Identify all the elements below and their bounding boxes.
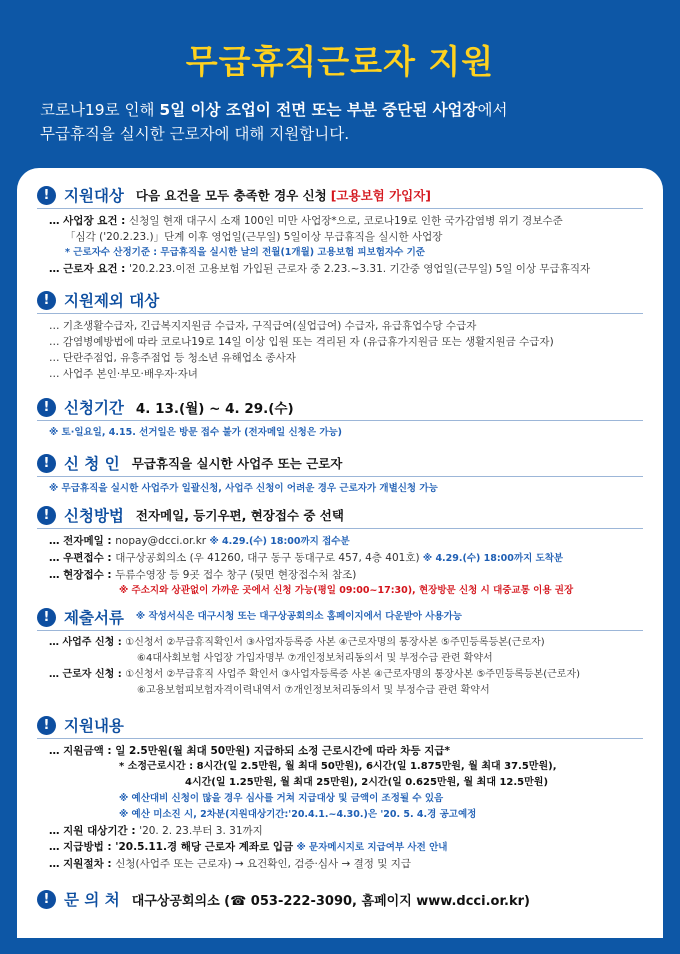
contact-info: 대구상공회의소 (☎ 053-222-3090, 홈페이지 www.dcci.or.kr) [131, 893, 530, 909]
intro-line2: 무급휴직을 실시한 근로자에 대해 지원합니다. [40, 125, 350, 143]
section-desc: 전자메일, 등기우편, 현장접수 중 선택 [135, 508, 344, 523]
period-text: '20. 2. 23.부터 3. 31까지 [139, 825, 263, 837]
label: … 사업주 신청 : [49, 637, 126, 648]
section-target-header [37, 182, 643, 209]
site-note: ※ 주소지와 상관없이 가까운 곳에서 신청 가능(평일 09:00~17:30), 현장방문 신청 시 대중교통 이용 권장 [119, 585, 574, 596]
section-contact [37, 886, 643, 912]
section-desc: 무급휴직을 실시한 사업주 또는 근로자 [131, 456, 343, 471]
site-method [37, 567, 643, 583]
exclamation-icon: ! [37, 186, 56, 205]
intro-line1-pre: 코로나19로 인해 [40, 101, 160, 119]
section-target [37, 182, 643, 277]
intro-line1-bold: 5일 이상 조업이 전면 또는 부분 중단된 사업장 [159, 101, 478, 119]
section-desc: 4. 13.(월) ~ 4. 29.(수) [135, 401, 294, 417]
label: … 지원절차 : [49, 858, 116, 870]
section-period-header [37, 394, 643, 421]
exclamation-icon: ! [37, 716, 56, 735]
label: … 근로자 신청 : [49, 669, 126, 680]
exclamation-icon: ! [37, 454, 56, 473]
payment-method [37, 839, 643, 856]
support-procedure [37, 856, 643, 872]
section-content [37, 712, 643, 872]
applicant-note: ※ 무급휴직을 실시한 사업주가 일괄신청, 사업주 신청이 어려운 경우 근로자가 개별신청 가능 [49, 483, 438, 494]
section-content-header [37, 712, 643, 739]
post-address: 대구상공회의소 (우 41260, 대구 동구 동대구로 457, 4층 401호) [115, 552, 420, 564]
email-address: nopay@dcci.or.kr [115, 535, 207, 547]
worker-docs [37, 667, 643, 683]
list-item: … 사업주 본인·부모·배우자·자녀 [49, 368, 198, 380]
section-applicant [37, 450, 643, 497]
section-applicant-header [37, 450, 643, 477]
section-period [37, 394, 643, 441]
hours-line2: 4시간(일 1.25만원, 월 최대 25만원), 2시간(일 0.625만원, 월 최대 12.5만원) [185, 777, 549, 788]
label: … 지원금액 : [49, 745, 116, 757]
header-banner [0, 0, 680, 168]
section-docs-header [37, 604, 643, 631]
exclamation-icon: ! [37, 608, 56, 627]
label: … 현장접수 : [49, 569, 116, 581]
docs-note: ※ 작성서식은 대구시청 또는 대구상공회의소 홈페이지에서 다운받아 사용가능 [135, 611, 462, 622]
section-title: 문 의 처 [64, 891, 120, 909]
label: … 지원 대상기간 : [49, 825, 140, 837]
site-text: 두류수영장 등 9곳 접수 창구 (뒷면 현장접수처 참조) [115, 569, 357, 581]
text: ①신청서 ②무급휴직 사업주 확인서 ③사업자등록증 사본 ④근로자명의 통장사본 ⑤주민등록등본(근로자) [125, 669, 581, 680]
workplace-requirement [37, 213, 643, 229]
list-item: … 감염병예방법에 따라 코로나19로 14일 이상 입원 또는 격리된 자 (유급휴가지원금 또는 생활지원금 수급자) [49, 336, 554, 348]
payment-text: '20.5.11.경 해당 근로자 계좌로 입금 [115, 841, 294, 853]
worker-docs-cont: ⑥고용보험피보험자격이력내역서 ⑦개인정보처리동의서 및 부정수급 관련 확약서 [137, 685, 490, 696]
intro-line1-post: 에서 [477, 101, 508, 119]
text: 신청일 현재 대구시 소재 100인 미만 사업장*으로, 코로나19로 인한 국가감염병 위기 경보수준 [129, 215, 563, 227]
section-method [37, 502, 643, 599]
exclamation-icon: ! [37, 398, 56, 417]
employer-docs-cont: ⑥4대사회보험 사업장 가입자명부 ⑦개인정보처리동의서 및 부정수급 관련 확약서 [137, 653, 493, 664]
label: … 전자메일 : [49, 535, 116, 547]
workplace-requirement-cont: 「심각 ('20.2.23.)」단계 이후 영업일(근무일) 5일이상 무급휴직을 실시한 사업장 [65, 231, 443, 243]
insurance-badge: [고용보험 가입자] [330, 188, 432, 203]
label: … 근로자 요건 : [49, 263, 130, 275]
section-title: 지원대상 [64, 187, 124, 205]
email-deadline-note: ※ 4.29.(수) 18:00까지 접수분 [209, 536, 350, 547]
text: ①신청서 ②무급휴직확인서 ③사업자등록증 사본 ④근로자명의 통장사본 ⑤주민등록등본(근로자) [125, 637, 545, 648]
post-deadline-note: ※ 4.29.(수) 18:00까지 도착분 [422, 553, 564, 564]
section-contact-header [37, 886, 643, 912]
payment-note: ※ 문자메시지로 지급여부 사전 안내 [296, 842, 448, 853]
list-item: … 단란주점업, 유흥주점업 등 청소년 유해업소 종사자 [49, 352, 296, 364]
period-note: ※ 토·일요일, 4.15. 선거일은 방문 접수 불가 (전자메일 신청은 가능) [49, 427, 343, 438]
section-title: 신청기간 [64, 399, 124, 417]
list-item: … 기초생활수급자, 긴급복지지원금 수급자, 구직급여(실업급여) 수급자, 유급휴업수당 수급자 [49, 320, 477, 332]
section-title: 지원제외 대상 [64, 292, 160, 310]
hours-line1: * 소정근로시간 : 8시간(일 2.5만원, 월 최대 50만원), 6시간(일 1.875만원, 월 최대 37.5만원), [119, 761, 557, 772]
worker-count-note: * 근로자수 산정기준 : 무급휴직을 실시한 날의 전월(1개월) 고용보험 피보험자수 기준 [65, 247, 425, 258]
section-title: 신청방법 [64, 507, 124, 525]
page-title: 무급휴직근로자 지원 [185, 42, 495, 81]
section-title: 지원내용 [64, 717, 124, 735]
procedure-text: 신청(사업주 또는 근로자) → 요건확인, 검증·심사 → 결정 및 지급 [115, 858, 412, 870]
section-title: 제출서류 [64, 609, 124, 627]
section-method-header [37, 502, 643, 529]
section-desc: 다음 요건을 모두 충족한 경우 신청 [135, 188, 327, 203]
text: '20.2.23.이전 고용보험 가입된 근로자 중 2.23.~3.31. 기간중 영업일(근무일) 5일 이상 무급휴직자 [129, 263, 591, 275]
label: … 사업장 요건 : [49, 215, 130, 227]
intro-text [40, 98, 660, 146]
exclamation-icon: ! [37, 890, 56, 909]
section-exclusion-header [37, 287, 643, 314]
second-round-note: ※ 예산 미소진 시, 2차분(지원대상기간:'20.4.1.~4.30.)은 '20. 5. 4.경 공고예정 [119, 809, 477, 820]
section-docs [37, 604, 643, 699]
employer-docs [37, 635, 643, 651]
post-method [37, 550, 643, 567]
support-period [37, 823, 643, 839]
label: … 우편접수 : [49, 552, 116, 564]
section-exclusion [37, 287, 643, 382]
budget-note: ※ 예산대비 신청이 많을 경우 심사를 거쳐 지급대상 및 금액이 조정될 수 있음 [119, 793, 444, 804]
amount-text: 일 2.5만원(월 최대 50만원) 지급하되 소정 근로시간에 따라 차등 지급* [115, 745, 451, 757]
label: … 지급방법 : [49, 841, 116, 853]
exclamation-icon: ! [37, 506, 56, 525]
content-panel [17, 168, 663, 938]
support-amount [37, 743, 643, 759]
section-title: 신 청 인 [64, 455, 120, 473]
exclamation-icon: ! [37, 291, 56, 310]
email-method [37, 533, 643, 550]
worker-requirement [37, 261, 643, 277]
